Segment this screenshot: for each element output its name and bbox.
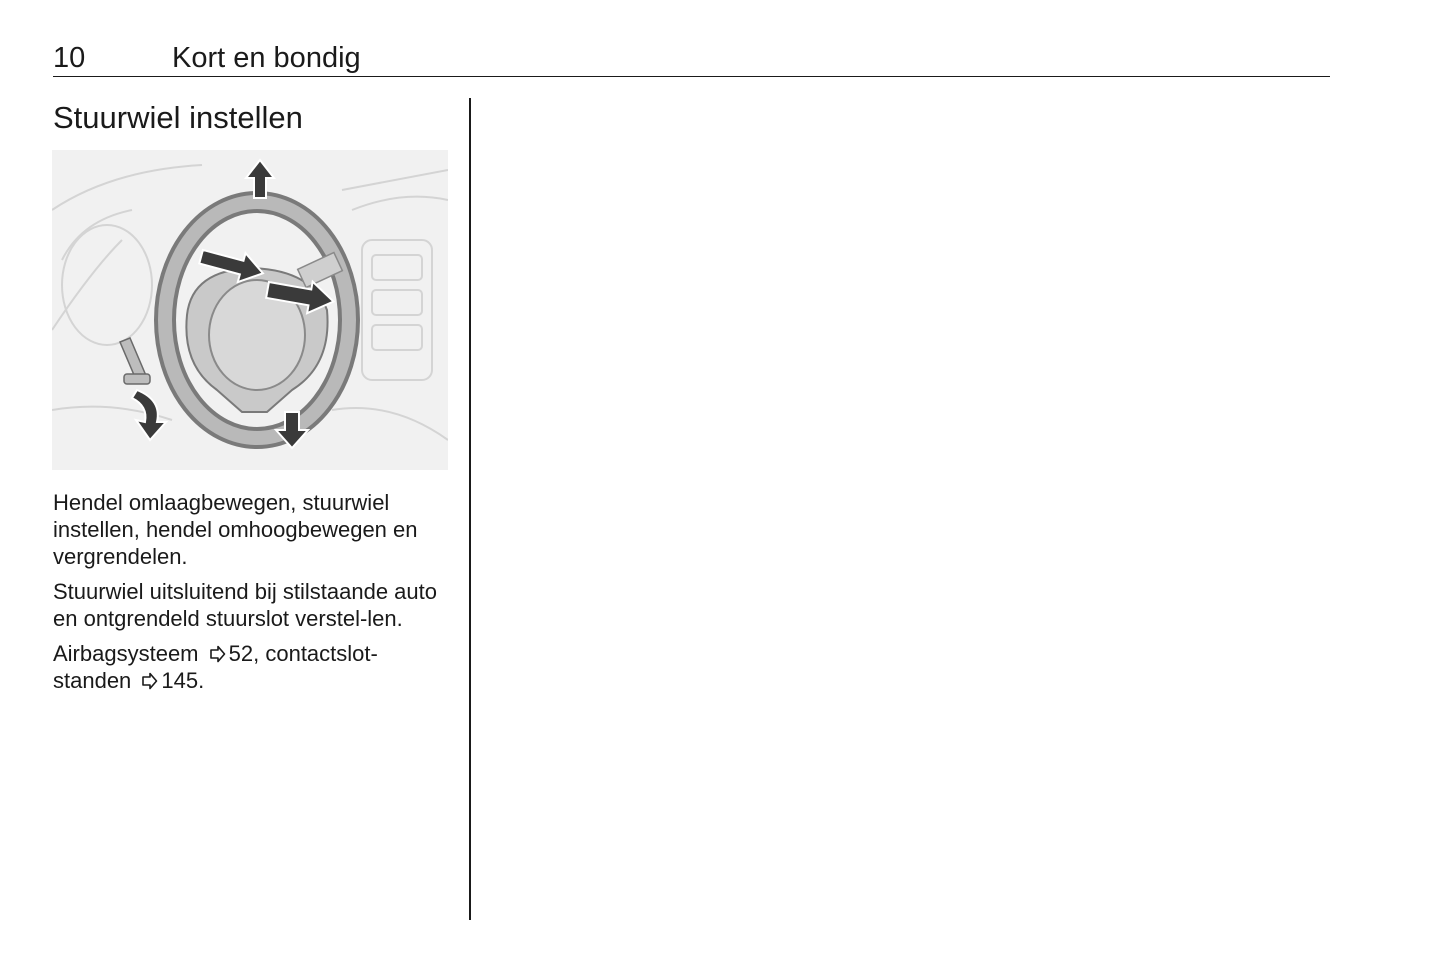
steering-wheel-illustration <box>52 150 448 470</box>
steering-wheel-drawing <box>52 150 448 470</box>
page-reference-52[interactable]: 52 <box>228 641 254 666</box>
paragraph-2: Stuurwiel uitsluitend bij stilstaande auto en ontgrendeld stuurslot verstel-len. <box>53 579 438 631</box>
page-number: 10 <box>53 42 86 74</box>
cross-reference-arrow-icon <box>208 645 226 663</box>
section-body <box>53 489 453 702</box>
cross-reference-arrow-icon <box>140 672 158 690</box>
page-reference-145[interactable]: 145 <box>161 668 199 693</box>
column-divider <box>469 98 471 920</box>
text-period: . <box>198 668 205 693</box>
text-standen: standen <box>53 668 132 693</box>
paragraph-3 <box>53 640 453 694</box>
page-header <box>53 40 1330 77</box>
chapter-title: Kort en bondig <box>172 42 361 74</box>
text-contactslot: , contactslot- <box>253 641 378 666</box>
text-airbag: Airbagsysteem <box>53 641 199 666</box>
section-title: Stuurwiel instellen <box>53 100 303 135</box>
paragraph-1: Hendel omlaagbewegen, stuurwiel instellen, hendel omhoogbewegen en vergrendelen. <box>53 490 418 569</box>
